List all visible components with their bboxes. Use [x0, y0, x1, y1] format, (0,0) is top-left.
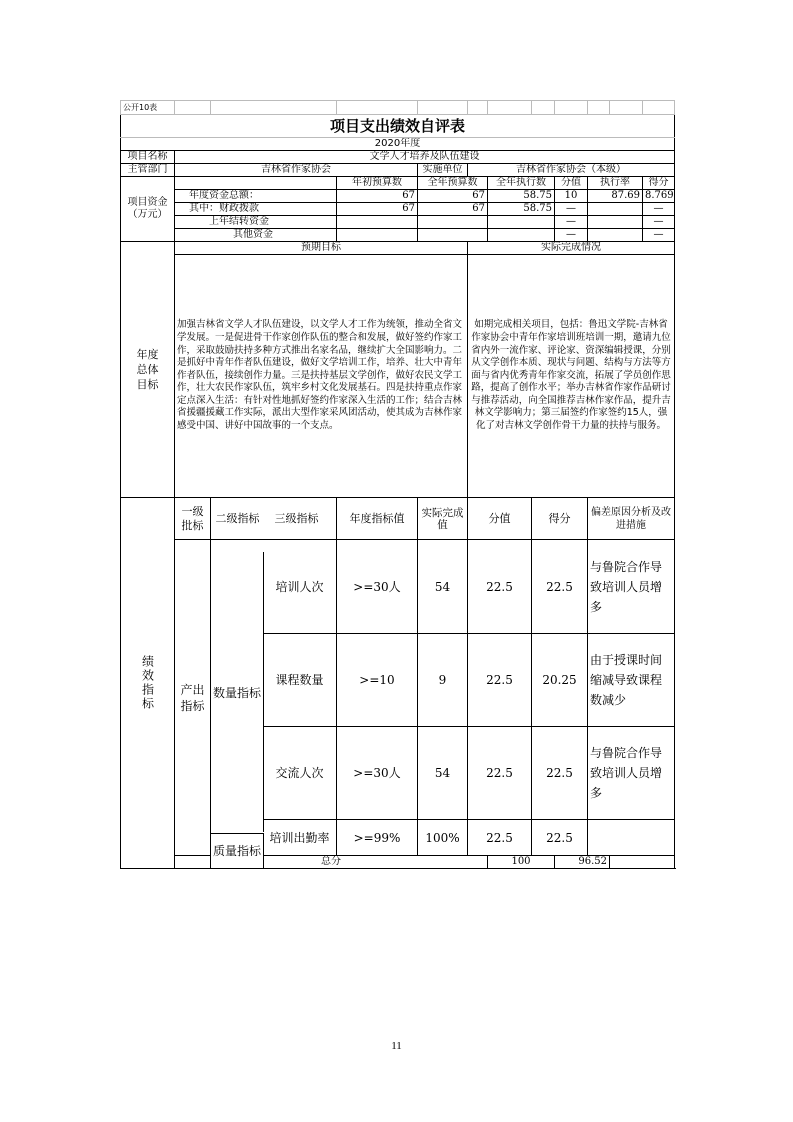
perf-row-val: 22.5 [468, 820, 532, 856]
fund-exec [488, 216, 555, 229]
fund-score: — [643, 229, 675, 242]
actual-header: 实际完成情况 [468, 242, 675, 255]
expected-goals-text: 加强吉林省文学人才队伍建设，以文学人才工作为统领，推动全省文学发展。一是促进骨干作家创作队伍的整合和发展，做好签约作家工作，采取鼓励扶持多种方式推出名家名品，继续扩大全国影响力。二是抓好中青年作者队伍建设，做好文学培训工作，培养、壮大中青年作者队伍，接续创作力量。三是扶持基层文学创作，做好农民文学工作，壮大农民作家队伍，筑牢乡村文化发展基石。四是扶持重点作家定点深入生活：有针对性地抓好签约作家深入生活的工作；结合吉林省援疆援藏工作实际，派出大型作家采风团活动，使其成为吉林作家感受中国、讲好中国故事的一个支点。 [175, 255, 468, 498]
perf-header-l2 [211, 498, 337, 540]
fund-init [337, 229, 418, 242]
perf-row-actual: 9 [418, 634, 468, 727]
funds-header: 全年预算数 [418, 177, 488, 190]
fund-full: 67 [418, 190, 488, 203]
perf-row-note: 与鲁院合作导致培训人员增多 [588, 727, 675, 820]
fund-exec [488, 229, 555, 242]
fund-score-val: — [555, 229, 588, 242]
evaluation-table [120, 100, 675, 869]
fund-rate [588, 203, 643, 216]
perf-row-note: 与鲁院合作导致培训人员增多 [588, 540, 675, 634]
fund-row-label: 其中：财政拨款 [175, 203, 337, 216]
perf-row-name: 培训人次 [275, 579, 324, 594]
perf-row-note [588, 820, 675, 856]
fund-score: 8.769 [643, 190, 675, 203]
funds-header: 全年执行数 [488, 177, 555, 190]
perf-header: 实际完成值 [418, 498, 468, 540]
fund-score: — [643, 216, 675, 229]
perf-row-note: 由于授课时间缩减导致课程数减少 [588, 634, 675, 727]
page-number: 11 [391, 1040, 402, 1052]
perf-header: 三级指标 [274, 511, 319, 525]
impl-unit: 吉林省作家协会（本级） [468, 164, 675, 177]
perf-header: 二级指标 [215, 511, 260, 525]
impl-label: 实施单位 [418, 164, 468, 177]
fund-init: 67 [337, 203, 418, 216]
perf-header: 一级批标 [175, 498, 211, 540]
header-note: 公开10表 [121, 101, 175, 115]
fund-score-val: — [555, 203, 588, 216]
fund-init: 67 [337, 190, 418, 203]
perf-row-score: 22.5 [532, 540, 588, 634]
perf-header: 偏差原因分析及改进措施 [588, 498, 675, 540]
fund-score-val: — [555, 216, 588, 229]
perf-header: 年度指标值 [337, 498, 418, 540]
fund-row-label: 上年结转资金 [175, 216, 337, 229]
total-label: 总分 [175, 856, 488, 869]
perf-row-score: 22.5 [532, 820, 588, 856]
perf-row-target: >=99% [337, 820, 418, 856]
funds-header: 分值 [555, 177, 588, 190]
perf-row-val: 22.5 [468, 540, 532, 634]
project-name: 文学人才培养及队伍建设 [175, 151, 675, 164]
fund-rate [588, 216, 643, 229]
perf-row-score: 20.25 [532, 634, 588, 727]
perf-row-val: 22.5 [468, 727, 532, 820]
fund-full [418, 216, 488, 229]
perf-row-actual: 54 [418, 727, 468, 820]
quality-label: 质量指标 [210, 833, 264, 868]
level1-label: 产出指标 [175, 540, 211, 856]
perf-label [121, 498, 175, 869]
fund-exec: 58.75 [488, 203, 555, 216]
perf-header: 得分 [532, 498, 588, 540]
fund-exec: 58.75 [488, 190, 555, 203]
fund-row-label: 其他资金 [175, 229, 337, 242]
perf-row-name: 课程数量 [275, 673, 324, 687]
funds-label: 项目资金（万元） [121, 177, 175, 242]
fund-score: — [643, 203, 675, 216]
actual-result-text: 如期完成相关项目，包括：鲁迅文学院-吉林省作家协会中青年作家培训班培训一期，邀请九位省内外一流作家、评论家、资深编辑授课，分别从文学创作本质、现状与问题、结构与方法等方面与省内优秀青年作家交流，拓展了学员创作思路，提高了创作水平；举办吉林省作家作品研讨与推荐活动，向全国推荐吉林作家作品，提升吉林文学影响力；第三届签约作家签约15人，强化了对吉林文学创作骨干力量的扶持与服务。 [468, 255, 675, 498]
fund-row-label: 年度资金总额： [175, 190, 337, 203]
perf-label-text: 绩效指标 [140, 655, 155, 711]
funds-header: 得分 [643, 177, 675, 190]
dept-value: 吉林省作家协会 [175, 164, 418, 177]
fund-init [337, 216, 418, 229]
expected-header: 预期目标 [175, 242, 468, 255]
perf-row-target: >=30人 [337, 727, 418, 820]
perf-row-val: 22.5 [468, 634, 532, 727]
perf-row-actual: 100% [418, 820, 468, 856]
fund-full [418, 229, 488, 242]
fund-score-val: 10 [555, 190, 588, 203]
perf-row-actual: 54 [418, 540, 468, 634]
fund-rate [588, 229, 643, 242]
goals-label: 年度总体目标 [121, 242, 175, 498]
fund-rate: 87.69 [588, 190, 643, 203]
perf-row-target: >=30人 [337, 540, 418, 634]
perf-row-name: 交流人次 [275, 766, 324, 780]
page-title: 项目支出绩效自评表 [121, 115, 675, 138]
perf-row-score: 22.5 [532, 727, 588, 820]
total-score: 96.52 [555, 856, 610, 869]
fund-full: 67 [418, 203, 488, 216]
dept-label: 主管部门 [121, 164, 175, 177]
total-val: 100 [488, 856, 555, 869]
funds-header: 年初预算数 [337, 177, 418, 190]
perf-row-name: 培训出勤率 [269, 830, 330, 845]
project-name-label: 项目名称 [121, 151, 175, 164]
evaluation-sheet [120, 100, 674, 869]
year-label: 2020年度 [121, 138, 675, 151]
perf-row-target: >=10 [337, 634, 418, 727]
quantity-label: 数量指标 [210, 552, 264, 832]
funds-header: 执行率 [588, 177, 643, 190]
perf-header: 分值 [468, 498, 532, 540]
